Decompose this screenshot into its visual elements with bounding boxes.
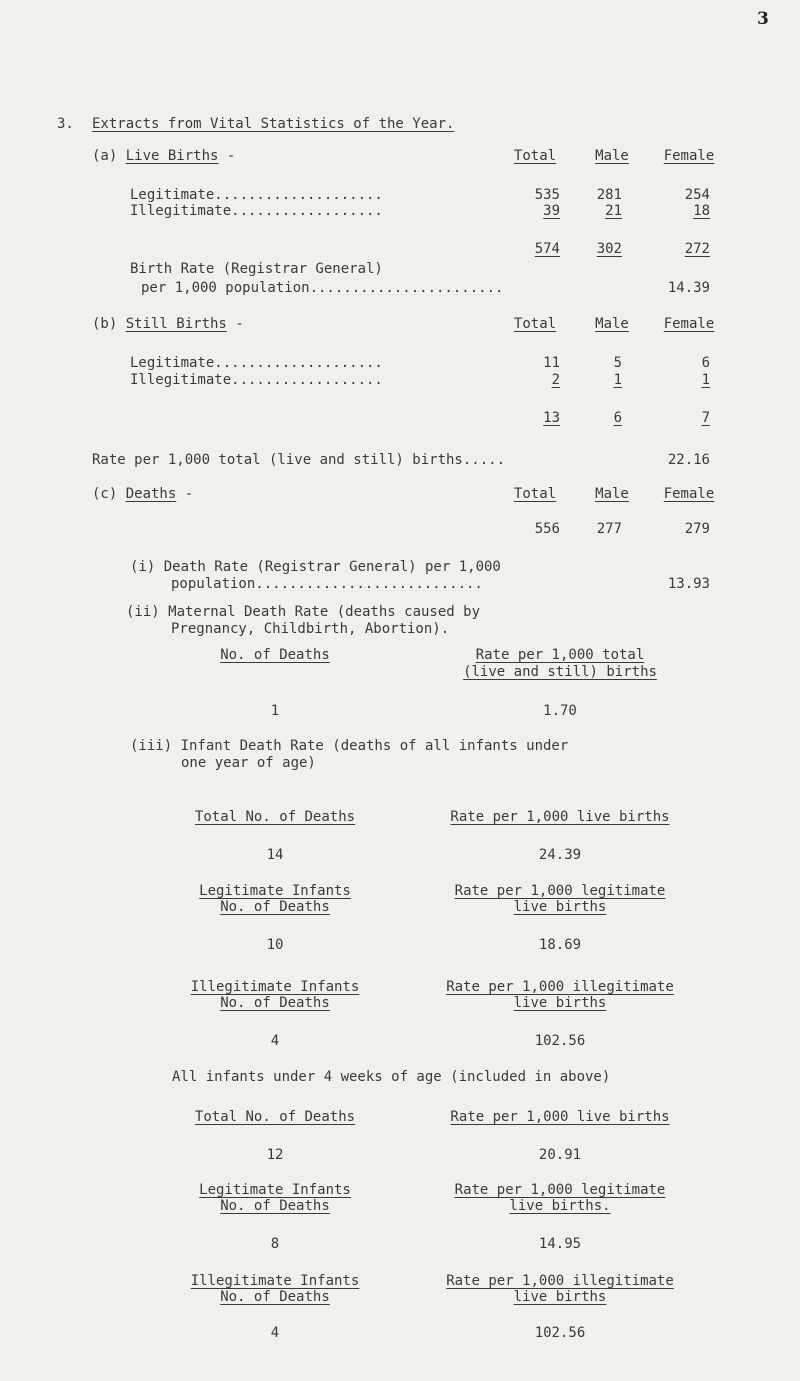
stat-header-right: Rate per 1,000 live births — [450, 1109, 670, 1125]
stat-header-left: No. of Deaths — [220, 1289, 330, 1305]
page-number: 3 — [757, 9, 769, 29]
stat-value-right: 18.69 — [538, 937, 582, 953]
deaths-heading: (c) Deaths - — [92, 486, 194, 502]
header-total: Total — [513, 486, 557, 502]
stat-value-right: 20.91 — [538, 1147, 582, 1163]
stat-header-left: Total No. of Deaths — [194, 809, 356, 825]
stat-header-left: No. of Deaths — [220, 1198, 330, 1214]
cell-value: 535 — [534, 187, 560, 203]
total-value: 6 — [613, 410, 622, 426]
cell-value: 1 — [613, 372, 622, 388]
total-value: 272 — [684, 241, 710, 257]
stat-header-right: Rate per 1,000 illegitimate — [446, 1273, 674, 1289]
total-value: 13 — [543, 410, 560, 426]
maternal-rate-value: 1.70 — [543, 703, 577, 719]
still-birth-rate-value: 22.16 — [667, 452, 710, 468]
stat-value-left: 4 — [270, 1325, 280, 1341]
cell-value: 5 — [613, 355, 622, 371]
header-female: Female — [663, 148, 715, 164]
deaths-female: 279 — [684, 521, 710, 537]
stat-value-left: 8 — [270, 1236, 280, 1252]
section-title: Extracts from Vital Statistics of the Year. — [92, 116, 455, 132]
deaths-male: 277 — [596, 521, 622, 537]
stat-value-left: 14 — [266, 847, 284, 863]
section-number: 3. — [57, 116, 74, 132]
stat-value-right: 102.56 — [534, 1325, 586, 1341]
cell-value: 39 — [543, 203, 560, 219]
header-total: Total — [513, 316, 557, 332]
cell-value: 21 — [605, 203, 622, 219]
stat-header-left: Legitimate Infants — [199, 883, 351, 899]
death-rate-label: (i) Death Rate (Registrar General) per 1,000 — [130, 559, 501, 575]
infant-label: one year of age) — [181, 755, 316, 771]
still-births-heading: (b) Still Births - — [92, 316, 244, 332]
still-births-label: Still Births — [125, 316, 227, 332]
still-birth-rate-label: Rate per 1,000 total (live and still) births..... — [92, 452, 506, 468]
maternal-header-deaths: No. of Deaths — [220, 647, 330, 663]
cell-value: 11 — [543, 355, 560, 371]
four-weeks-label: All infants under 4 weeks of age (included in above) — [172, 1069, 611, 1085]
birth-rate-label: Birth Rate (Registrar General) — [130, 261, 383, 277]
total-value: 7 — [701, 410, 710, 426]
cell-value: 18 — [693, 203, 710, 219]
stat-header-left: No. of Deaths — [220, 995, 330, 1011]
cell-value: 254 — [684, 187, 710, 203]
stat-header-left: Illegitimate Infants — [190, 979, 360, 995]
total-value: 574 — [534, 241, 560, 257]
cell-value: 6 — [701, 355, 710, 371]
maternal-header-rate: (live and still) births — [463, 664, 657, 680]
live-births-heading: (a) Live Births - — [92, 148, 236, 164]
maternal-label: Pregnancy, Childbirth, Abortion). — [171, 621, 450, 637]
cell-value: 1 — [701, 372, 710, 388]
stat-header-right: live births — [513, 899, 607, 915]
header-female: Female — [663, 486, 715, 502]
stat-header-right: Rate per 1,000 legitimate — [454, 883, 666, 899]
row-label: Illegitimate.................. — [130, 203, 383, 219]
stat-value-right: 24.39 — [538, 847, 582, 863]
total-value: 302 — [596, 241, 622, 257]
stat-value-right: 14.95 — [538, 1236, 582, 1252]
stat-header-right: Rate per 1,000 live births — [450, 809, 670, 825]
header-male: Male — [595, 486, 629, 502]
row-label: Legitimate.................... — [130, 187, 383, 203]
row-label: Legitimate.................... — [130, 355, 383, 371]
stat-value-left: 10 — [266, 937, 284, 953]
stat-header-right: live births — [513, 1289, 607, 1305]
birth-rate-value: 14.39 — [667, 280, 710, 296]
stat-header-right: Rate per 1,000 illegitimate — [446, 979, 674, 995]
maternal-deaths-value: 1 — [270, 703, 280, 719]
row-label: Illegitimate.................. — [130, 372, 383, 388]
stat-header-right: Rate per 1,000 legitimate — [454, 1182, 666, 1198]
maternal-header-rate: Rate per 1,000 total — [475, 647, 645, 663]
cell-value: 2 — [551, 372, 560, 388]
deaths-total: 556 — [534, 521, 560, 537]
stat-header-left: Total No. of Deaths — [194, 1109, 356, 1125]
stat-value-left: 12 — [266, 1147, 284, 1163]
death-rate-label: population........................... — [171, 576, 483, 592]
header-female: Female — [663, 316, 715, 332]
birth-rate-label: per 1,000 population....................... — [141, 280, 504, 296]
live-births-label: Live Births — [125, 148, 219, 164]
stat-header-left: No. of Deaths — [220, 899, 330, 915]
header-total: Total — [513, 148, 557, 164]
stat-value-right: 102.56 — [534, 1033, 586, 1049]
cell-value: 281 — [596, 187, 622, 203]
stat-header-left: Legitimate Infants — [199, 1182, 351, 1198]
death-rate-value: 13.93 — [667, 576, 710, 592]
header-male: Male — [595, 148, 629, 164]
stat-header-right: live births. — [509, 1198, 611, 1214]
infant-label: (iii) Infant Death Rate (deaths of all infants under — [130, 738, 569, 754]
deaths-label: Deaths — [125, 486, 177, 502]
stat-header-left: Illegitimate Infants — [190, 1273, 360, 1289]
header-male: Male — [595, 316, 629, 332]
stat-header-right: live births — [513, 995, 607, 1011]
maternal-label: (ii) Maternal Death Rate (deaths caused by — [126, 604, 481, 620]
stat-value-left: 4 — [270, 1033, 280, 1049]
